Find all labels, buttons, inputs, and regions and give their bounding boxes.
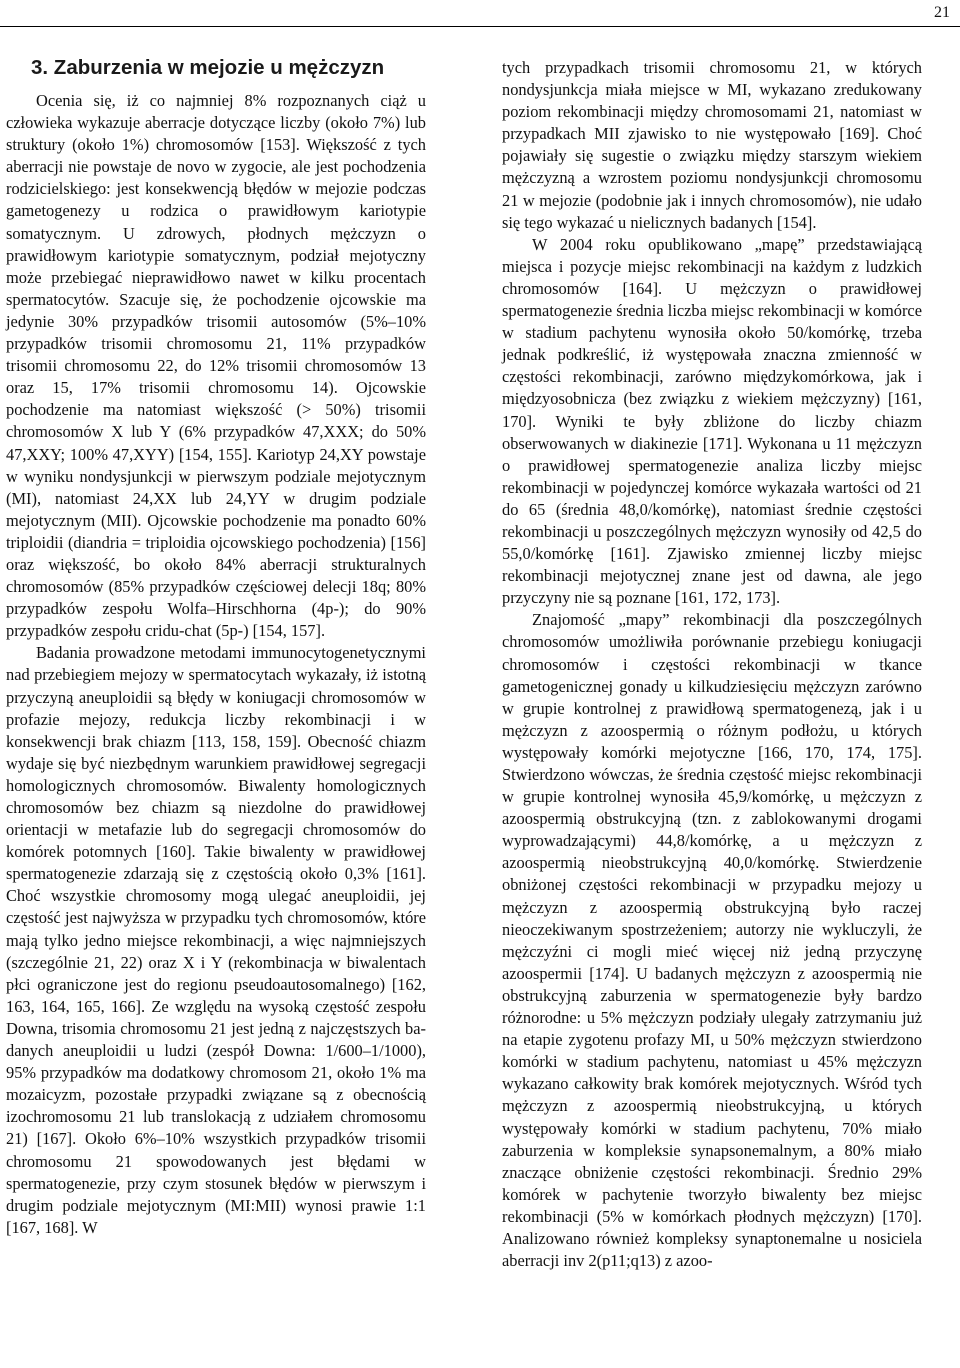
header-rule: [0, 26, 960, 27]
paragraph: W 2004 roku opublikowano „mapę” przedstawiającą miejsca i pozycje miejsc rekombinacji na każdym z ludzkich chromosomów [164]. U mężczyzn o prawidłowej spermatogenezie średnia liczba miejsc rekombinacji w komórce w stadium pachytenu wynosiła około 50/komórkę, trzeba jednak podkreślić, iż występowała znaczna zmienność w częstości rekombinacji, zarówno międzykomórkowa, jak i międzyosobnicza (bez związku z wiekiem mężczyzny) [161, 170]. Wyniki te były zbliżone do liczby chiazm obserwowanych w diakinezie [171]. Wykonana u 11 mężczyzn o prawidłowej spermatogenezie analiza liczby miejsc rekombinacji w pojedynczej komórce wykazała wartości od 21 do 65 (średnia 48,0/komórkę), natomiast średnie częstości rekombinacji u poszczególnych mężczyzn wynosiły od 42,5 do 55,0/komórkę [161]. Zjawisko zmiennej liczby miejsc rekombinacji mejotycznej znane jest od dawna, ale jego przyczyny nie są poznane [161, 172, 173].: [502, 234, 922, 608]
paragraph: Ocenia się, iż co najmniej 8% rozpoznanych ciąż u człowieka wykazuje aberracje dotyczące liczby (około 7%) lub struktury (około 1%) chromosomów [153]. Większość z tych aberracji nie powstaje de novo w zygocie, ale jest pochodzenia rodzicielskiego: jest konsekwencją błędów w mejozie podczas gametogenezy u rodzica o prawidłowym kariotypie somatycznym. U zdrowych, płodnych mężczyzn o prawidłowym kariotypie somatycznym, podział mejotyczny może przebiegać nieprawidłowo nawet w kilku procentach spermatocytów. Szacuje się, że pochodzenie ojcowskie ma jedynie 30% przypadków trisomii autosomów (5%–10% przypadków trisomii chromosomu 21, 11% przypadków trisomii chromosomu 22, do 12% trisomii chromosomów 13 oraz 15, 17% trisomii chromosomu 14). Ojcowskie pochodzenie ma natomiast większość (> 50%) trisomii chromosomów X lub Y (6% przypadków 47,XXX; do 50% 47,XXY; 100% 47,XYY) [154, 155]. Kariotyp 24,XY powstaje w wyniku nondysjunkcji w pierwszym podziale mejotycznym (MI), natomiast 24,XX lub 24,YY w drugim podziale mejotycznym (MII). Ojcowskie pochodzenie ma ponadto 60% triploidii (diandria = triploidia ojcowskiego pochodzenia) [156] oraz większość, bo około 84% aberracji strukturalnych chromosomów (85% przypadków częściowej delecji 18q; 80% przypadków zespołu Wolfa–Hirschhorna (4p-); do 90% przypadków zespołu cridu-chat (5p-) [154, 157].: [6, 91, 426, 641]
page-number: 21: [934, 4, 950, 21]
paragraph: tych przypadkach trisomii chromosomu 21, w których nondysjunkcja miała miejsce w MI, wykazano zredukowany poziom rekombinacji między chromosomami 21, natomiast w przypadkach MII zjawisko to nie występowało [169]. Choć pojawiały się sugestie o związku między starszym wiekiem mężczyzną a wzrostem poziomu nondysjunkcji chromosomu 21 w mejozie (podobnie jak i innych chromosomów), nie udało się tego wykazać u nielicznych badanych [154].: [502, 58, 922, 232]
section-heading: 3. Zaburzenia w mejozie u mężczyzn: [31, 56, 385, 79]
paragraph: Znajomość „mapy” rekombinacji dla poszczególnych chromosomów umożliwiła porównanie przebiegu koniugacji chromosomów i częstości rekombinacji w tkance gametogenicznej gonady u kilkudziesięciu mężczyzn zarówno w grupie kontrolnej z prawidłową spermatogenezą, jak i u mężczyzn z azoospermią o różnym podłożu, u których występowały komórki mejotyczne [166, 170, 174, 175]. Stwierdzono wówczas, że średnia częstość miejsc rekombinacji w grupie kontrolnej wynosiła 45,9/komórkę, u mężczyzn z azoospermią obstrukcyjną (tzn. z zablokowanymi drogami wyprowadzającymi) 44,8/komórkę, a u mężczyzn z azoospermią nieobstrukcyjną 40,0/komórkę. Stwierdzenie obniżonej częstości rekombinacji w przypadku mejozy u mężczyzn z azoospermią obstrukcyjną było raczej nieoczekiwanym spostrzeżeniem; autorzy nie wykluczyli, że mężczyźni ci mogli mieć więcej niż jedną przyczynę azoospermii [174]. U badanych mężczyzn z azoospermią nie obstrukcyjną zaburzenia w spermatogenezie były bardzo różnorodne: u 5% mężczyzn podziały ulegały zatrzymaniu już na etapie zygotenu profazy MI, u 50% mężczyzn stwierdzono komórki w stadium pachytenu, natomiast u 45% mężczyzn wykazano całkowity brak komórek mejotycznych. Wśród tych mężczyzn z azoospermią nieobstrukcyjną, u których występowały komórki w stadium pachytenu, 70% miało zaburzenia w kompleksie synapsonemalnym, a 80% miało znaczące obniżenie częstości rekombinacji. Średnio 29% komórek w pachytenie tworzyło biwalenty bez miejsc rekombinacji (5% w komórkach płodnych mężczyzn) [170]. Analizowano również kompleksy synaptonemalne u nosiciela aberracji inv 2(p11;q13) z azoo-: [502, 610, 922, 1271]
left-column: [6, 90, 426, 1239]
right-column: [502, 57, 922, 1272]
paragraph: Badania prowadzone metodami immunocytogenetycznymi nad przebiegiem mejozy w spermatocytach wykazały, iż istotną przyczyną aneuploidii są błędy w koniugacji chromosomów w profazie mejozy, redukcja liczby rekombinacji i w konsekwencji brak chiazm [113, 158, 159]. Obecność chiazm wydaje się być niezbędnym warunkiem prawidłowej segregacji homologicznych chromosomów. Biwalenty homologicznych chromosomów bez chiazm są niezdolne do prawidłowej orientacji w metafazie lub do segregacji chromosomów do komórek potomnych [160]. Takie biwalenty w prawidłowej spermatogenezie zdarzają się z częstością około 0,3% [161]. Choć wszystkie chromosomy mogą ulegać aneuploidii, jej częstość jest najwyższa w przypadku tych chromosomów, które mają tylko jedno miejsce rekombinacji, a więc najmniejszych (szczególnie 21, 22) oraz X i Y (rekombinacja w biwalentach płci ograniczone jest do regionu pseudoautosomalnego) [162, 163, 164, 165, 166]. Ze względu na wysoką częstość zespołu Downa, trisomia chromosomu 21 jest jedną z najczęstszych badanych aneuploidii u ludzi (zespół Downa: 1/600–1/1000), 95% przypadków ma dodatkowy chromosom 21, około 1% ma mozaicyzm, pozostałe przypadki związane są z obecnością izochromosomu 21 lub translokacją z udziałem chromosomu 21) [167]. Około 6%–10% wszystkich przypadków trisomii chromosomu 21 spowodowanych jest błędami w spermatogenezie, przy czym stosunek błędów w pierwszym i drugim podziale mejotycznym (MI:MII) wynosi prawie 1:1 [167, 168]. W: [6, 643, 426, 1237]
